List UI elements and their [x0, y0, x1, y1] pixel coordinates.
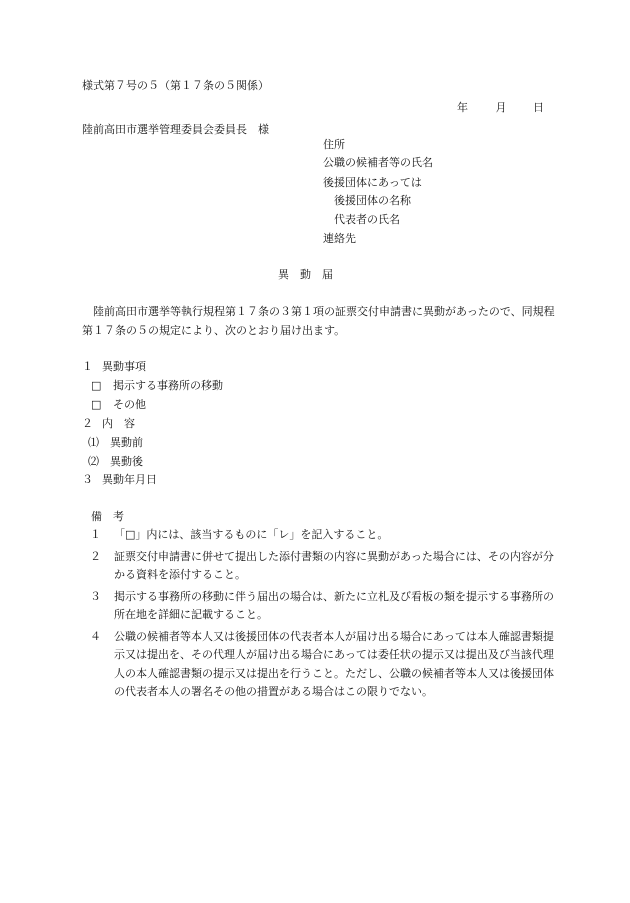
date-line — [457, 102, 544, 113]
notes-heading: 備 考 — [91, 510, 124, 523]
section-3-label: 異動年月日 — [102, 473, 157, 486]
note-text: 「□」内には、該当するものに「レ」を記入すること。 — [114, 528, 389, 541]
content-item-label: 異動前 — [110, 436, 143, 449]
note-number: ３ — [90, 589, 101, 603]
note-text: 掲示する事務所の移動に伴う届出の場合は、新たに立札及び看板の類を提示する事務所の所在地を詳細に記載すること。 — [114, 589, 554, 621]
note-item — [90, 548, 560, 585]
checkbox-item-office-move — [91, 380, 223, 391]
support-group-label: 後援団体にあっては — [323, 176, 422, 189]
section-1-label: 異動事項 — [102, 360, 146, 373]
content-item-before — [88, 437, 143, 448]
date-day-label: 日 — [533, 101, 544, 114]
checkbox-label: 掲示する事務所の移動 — [113, 379, 223, 392]
addressee: 陸前高田市選挙管理委員会委員長 様 — [82, 123, 269, 136]
section-2-label: 内 容 — [102, 417, 135, 430]
representative-label: 代表者の氏名 — [334, 213, 400, 226]
address-label: 住所 — [323, 138, 345, 151]
content-item-label: 異動後 — [110, 455, 143, 468]
body-paragraph — [82, 302, 560, 340]
note-item — [90, 588, 560, 625]
form-number: 様式第７号の５（第１７条の５関係） — [82, 79, 269, 92]
note-number: ２ — [90, 549, 101, 563]
note-text: 証票交付申請書に併せて提出した添付書類の内容に異動があった場合には、その内容が分かる資料を添付すること。 — [114, 549, 554, 581]
content-item-number: ⑵ — [88, 455, 99, 468]
note-text: 公職の候補者等本人又は後援団体の代表者本人が届け出る場合にあっては本人確認書類提示又は提出を、その代理人が届け出る場合にあっては委任状の提示又は提出及び当該代理人の本人確認書類の提示又は提出を行うこと。ただし、公職の候補者等本人又は後援団体の代表者本人の署名その他の措置がある場合はこの限りでない。 — [114, 629, 554, 698]
date-month-label: 月 — [495, 101, 507, 114]
content-item-number: ⑴ — [88, 436, 99, 449]
checkbox-label: その他 — [113, 398, 146, 411]
section-2 — [82, 418, 135, 429]
checkbox-item-other — [91, 399, 146, 410]
body-text: 陸前高田市選挙等執行規程第１７条の３第１項の証票交付申請書に異動があったので、同規程第１７条の５の規定により、次のとおり届け出ます。 — [82, 305, 555, 337]
notes-list — [90, 526, 560, 705]
candidate-name-label: 公職の候補者等の氏名 — [323, 156, 433, 169]
content-item-after — [88, 456, 143, 467]
section-2-number: ２ — [82, 417, 93, 430]
checkbox-icon: □ — [91, 379, 102, 392]
section-1-number: １ — [82, 360, 93, 373]
note-item — [90, 628, 560, 702]
note-number: ４ — [90, 629, 101, 643]
page-title: 異 動 届 — [278, 268, 333, 281]
section-3 — [82, 474, 157, 485]
date-year-label: 年 — [457, 101, 468, 114]
checkbox-icon: □ — [91, 398, 102, 411]
section-3-number: ３ — [82, 473, 93, 486]
group-name-label: 後援団体の名称 — [334, 194, 411, 207]
section-1 — [82, 361, 146, 372]
note-number: １ — [90, 528, 101, 541]
note-item — [90, 526, 560, 545]
contact-label: 連絡先 — [323, 232, 356, 245]
